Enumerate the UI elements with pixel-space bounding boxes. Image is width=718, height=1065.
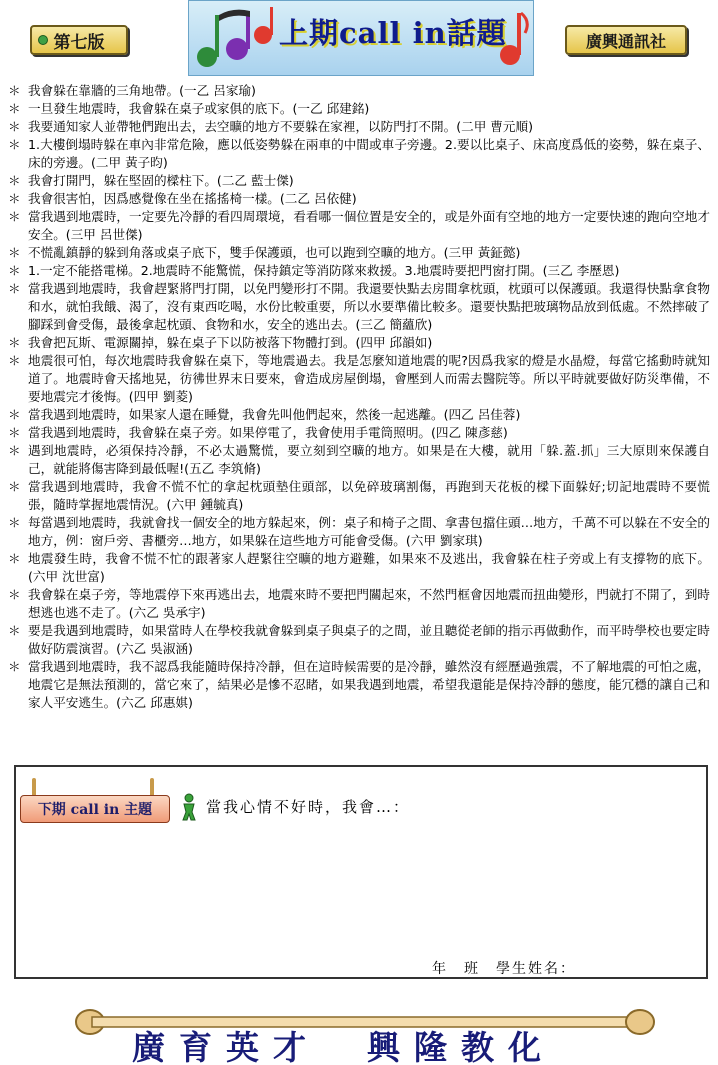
list-item (8, 406, 710, 424)
answer-text: 不慌亂鎮靜的躲到角落或桌子底下，雙手保護頭，也可以跑到空曠的地方。(三甲 黃鉦懿) (28, 245, 521, 260)
answer-text: 地震很可怕，每次地震時我會躲在桌下，等地震過去。我是怎麼知道地震的呢?因爲我家的燈是水晶燈，每當它搖動時就知道了。地震時會天搖地晃，彷彿世界末日要來，會造成房屋倒塌，會壓到人而需去醫院等。所以平時就要做好防災準備，不要地震完才後悔。(四甲 劉菱) (28, 353, 710, 404)
list-item (8, 244, 710, 262)
bullet-icon: ＊ (8, 479, 21, 494)
bullet-icon: ＊ (8, 119, 21, 134)
answer-text: 我會躲在靠牆的三角地帶。(一乙 呂家瑜) (28, 83, 256, 98)
newspaper-name-badge (565, 25, 687, 55)
list-item (8, 172, 710, 190)
list-item (8, 100, 710, 118)
list-item (8, 334, 710, 352)
newspaper-name: 廣興通訊社 (585, 31, 666, 51)
bullet-icon: ＊ (8, 101, 21, 116)
answer-text: 我會打開門，躲在堅固的樑柱下。(二乙 藍士傑) (28, 173, 294, 188)
answer-text: 我會躲在桌子旁，等地震停下來再逃出去，地震來時不要把門關起來，不然門框會因地震而扭曲變形，門就打不開了，到時想逃也逃不走了。(六乙 吳承宇) (28, 587, 710, 620)
answer-text: 地震發生時，我會不慌不忙的跟著家人趕緊往空曠的地方避難，如果來不及逃出，我會躲在柱子旁或上有支撐物的底下。(六甲 沈世富) (28, 551, 710, 584)
bullet-icon: ＊ (8, 191, 21, 206)
list-item (8, 478, 710, 514)
list-item (8, 550, 710, 586)
person-figure-icon (180, 793, 198, 821)
list-item (8, 208, 710, 244)
answer-text: 要是我遇到地震時，如果當時人在學校我就會躲到桌子與桌子的之間，並且聽從老師的指示再做動作，而平時學校也要定時做好防震演習。(六乙 吳淑涵) (28, 623, 710, 656)
bullet-icon: ＊ (8, 551, 21, 566)
banner-title: 上期call in話題 (279, 16, 507, 50)
answer-text: 當我遇到地震時，我會不慌不忙的拿起枕頭墊住頭部，以免碎玻璃割傷，再跑到天花板的樑下面躲好;切記地震時不要慌張，隨時掌握地震情況。(六甲 鍾毓真) (28, 479, 710, 512)
page-header (0, 0, 718, 80)
answer-text: 當我遇到地震時，我會趕緊將門打開，以免門變形打不開。我還要快點去房間拿枕頭，枕頭可以保護頭。我還得快點拿食物和水，就怕我餓、渴了，沒有東西吃喝，水份比較重要，所以水要準備比較多。還要快點把玻璃物品放到低處。不然摔破了腳踩到會受傷，最後拿起枕頭、食物和水，安全的逃出去。(三乙 簡蘊欣) (28, 281, 710, 332)
bullet-icon: ＊ (8, 353, 21, 368)
list-item (8, 658, 710, 712)
list-item (8, 190, 710, 208)
next-topic-label: 下期 call in 主題 (37, 802, 153, 818)
bullet-icon: ＊ (8, 407, 21, 422)
list-item (8, 280, 710, 334)
answers-list (8, 82, 710, 712)
bullet-icon: ＊ (8, 173, 21, 188)
bullet-icon: ＊ (8, 245, 21, 260)
list-item (8, 514, 710, 550)
header-banner (188, 0, 534, 76)
list-item (8, 442, 710, 478)
list-item (8, 118, 710, 136)
bullet-icon: ＊ (8, 515, 21, 530)
bullet-icon: ＊ (8, 263, 21, 278)
answer-text: 我會把瓦斯、電源關掉，躲在桌子下以防被落下物體打到。(四甲 邱韻如) (28, 335, 433, 350)
list-item (8, 82, 710, 100)
answer-text: 我要通知家人並帶牠們跑出去，去空曠的地方不要躲在家裡，以防門打不開。(二甲 曹元順) (28, 119, 533, 134)
list-item (8, 352, 710, 406)
bullet-icon: ＊ (8, 587, 21, 602)
bullet-icon: ＊ (8, 659, 21, 674)
bullet-icon: ＊ (8, 281, 21, 296)
bullet-icon: ＊ (8, 443, 21, 458)
list-item (8, 262, 710, 280)
answer-text: 1.大樓倒塌時躲在車內非常危險，應以低姿勢躲在兩車的中間或車子旁邊。2.要以比桌子、床高度爲低的姿勢，躲在桌子、床的旁邊。(二甲 黃子昀) (28, 137, 710, 170)
answer-text: 每當遇到地震時，我就會找一個安全的地方躲起來，例：桌子和椅子之間、拿書包擋住頭…地方，千萬不可以躲在不安全的地方，例：窗戶旁、書櫃旁…地方，如果躲在這些地方可能會受傷。(六甲 劉家琪) (28, 515, 710, 548)
edition-badge (30, 25, 128, 55)
bullet-icon: ＊ (8, 425, 21, 440)
answer-text: 我會很害怕，因爲感覺像在坐在搖搖椅一樣。(二乙 呂依健) (28, 191, 357, 206)
badge-dot-icon (38, 35, 48, 45)
music-notes-left-icon (193, 5, 279, 73)
answer-text: 當我遇到地震時，我不認爲我能隨時保持冷靜，但在這時候需要的是冷靜，雖然沒有經歷過強震，不了解地震的可怕之處，地震它是無法預測的，當它來了，結果必是慘不忍睹，如果我遇到地震，希望我還能是保持冷靜的態度，能冗穩的讓自己和家人平安逃生。(六乙 邱惠娸) (28, 659, 710, 710)
list-item (8, 586, 710, 622)
bullet-icon: ＊ (8, 83, 21, 98)
music-note-right-icon (499, 9, 531, 69)
answer-text: 當我遇到地震時，我會躲在桌子旁。如果停電了，我會使用手電筒照明。(四乙 陳彥慈) (28, 425, 508, 440)
student-name-line: 年 班 學生姓名： (432, 961, 576, 977)
bullet-icon: ＊ (8, 623, 21, 638)
next-topic-question: 當我心情不好時，我會…： (206, 798, 411, 816)
answer-text: 當我遇到地震時，一定要先冷靜的看四周環境，看看哪一個位置是安全的，或是外面有空地的地方一定要快速的跑向空地才安全。(三甲 呂世傑) (28, 209, 710, 242)
answer-text: 一旦發生地震時，我會躲在桌子或家俱的底下。(一乙 邱建銘) (28, 101, 370, 116)
answer-text: 1.一定不能搭電梯。2.地震時不能驚慌，保持鎮定等消防隊來救援。3.地震時要把門窗打開。(三乙 李歷恩) (28, 263, 620, 278)
bullet-icon: ＊ (8, 335, 21, 350)
next-topic-tab (20, 795, 170, 823)
list-item (8, 622, 710, 658)
school-motto: 廣育英才 興隆教化 (132, 1028, 555, 1065)
list-item (8, 424, 710, 442)
answer-text: 遇到地震時，必須保持冷靜，不必太過驚慌，要立刻到空曠的地方。如果是在大樓，就用「躲.蓋.抓」三大原則來保護自己，就能將傷害降到最低喔!(五乙 李筑脩) (28, 443, 710, 476)
answer-text: 當我遇到地震時，如果家人還在睡覺，我會先叫他們起來，然後一起逃離。(四乙 呂佳蓉) (28, 407, 521, 422)
list-item (8, 136, 710, 172)
edition-label: 第七版 (53, 32, 105, 53)
bullet-icon: ＊ (8, 137, 21, 152)
bullet-icon: ＊ (8, 209, 21, 224)
